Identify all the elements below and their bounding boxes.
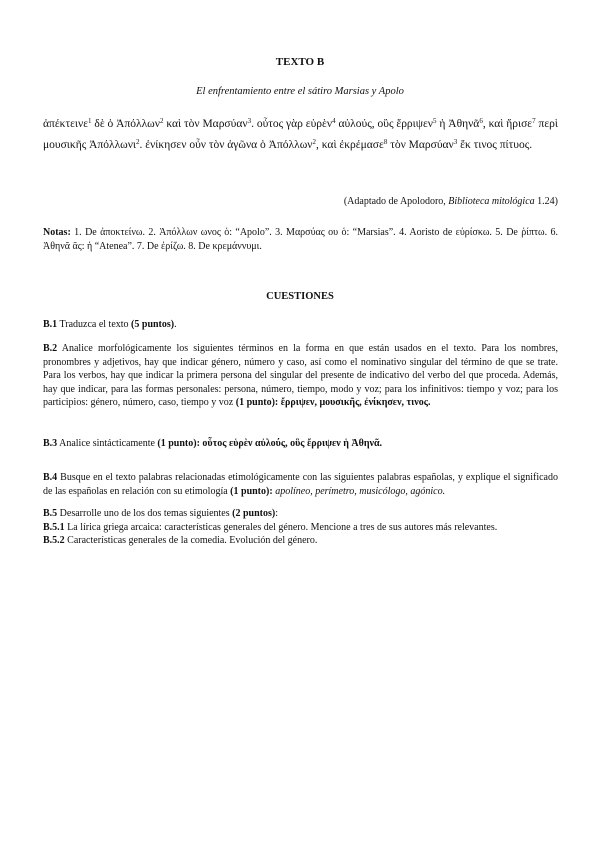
question-number: B.3 xyxy=(43,438,58,449)
notes-text: 1. De ἀποκτείνω. 2. Ἀπόλλων ωνος ὁ: “Apolo”. 3. Μαρσύας ου ὁ: “Marsias”. 4. Aoristo de εὑρίσκω. 5. De ῥίπτω. 6. Ἀθηνᾶ ᾶς: ἡ “Atenea”. 7. De ἐρίζω. 8. De κρεμάννυμι. xyxy=(43,227,558,252)
source-suffix: 1.24) xyxy=(534,196,558,207)
question-words: apolíneo, perímetro, musicólogo, agónico. xyxy=(275,485,446,497)
question-points: (1 punto) xyxy=(157,438,197,449)
note-ref: 3 xyxy=(453,138,458,146)
greek-passage xyxy=(43,114,558,156)
notes-block xyxy=(43,226,558,254)
source-citation xyxy=(43,196,558,207)
question-text: Analice sintácticamente xyxy=(57,438,158,449)
notes-label: Notas: xyxy=(43,227,71,238)
source-prefix: (Adaptado de Apolodoro, xyxy=(343,196,449,207)
greek-segment: ἔκ τινος πίτυος. xyxy=(457,139,533,151)
question-text: La lírica griega arcaica: características generales del género. Mencione a tres de sus autores más relevantes. xyxy=(64,521,498,533)
note-ref: 8 xyxy=(383,138,388,146)
question-b5-2 xyxy=(43,534,558,548)
question-number: B.4 xyxy=(43,472,58,483)
question-end: . xyxy=(174,319,177,330)
note-ref: 6 xyxy=(479,117,483,125)
question-text: Características generales de la comedia. Evolución del género. xyxy=(64,535,318,546)
question-points: (1 punto) xyxy=(230,485,270,497)
note-ref: 4 xyxy=(332,117,336,125)
question-text: Desarrolle uno de los dos temas siguientes xyxy=(57,508,233,519)
note-ref: 5 xyxy=(433,117,437,125)
question-number: B.1 xyxy=(43,319,58,330)
question-terms: : ἔρριψεν, μουσικῆς, ἐνίκησεν, τινος. xyxy=(274,397,431,408)
question-terms: : οὗτος εὑρὲν αὐλούς, οὓς ἔρριψεν ἡ Ἀθηνᾶ. xyxy=(196,438,383,449)
greek-segment: . ἐνίκησεν οὖν τὸν ἀγῶνα ὁ Ἀπόλλων xyxy=(139,139,313,151)
greek-segment: , καὶ ἐκρέμασε xyxy=(315,139,384,151)
question-points: (5 puntos) xyxy=(131,319,175,330)
question-b2 xyxy=(43,342,558,410)
source-book: Biblioteca mitológica xyxy=(448,196,535,207)
question-b4 xyxy=(43,471,558,498)
greek-segment: δὲ ὁ Ἀπόλλων xyxy=(91,118,160,130)
greek-segment: , καὶ ἤρισε xyxy=(482,118,533,130)
greek-segment: καὶ τὸν Μαρσύαν xyxy=(163,118,248,130)
question-colon: : xyxy=(269,485,276,497)
question-points: (2 puntos) xyxy=(232,508,276,519)
note-ref: 2 xyxy=(136,138,140,146)
cuestiones-title: CUESTIONES xyxy=(266,291,334,302)
greek-segment: ἡ Ἀθηνᾶ xyxy=(436,118,480,130)
question-text: Traduzca el texto xyxy=(57,319,132,330)
question-b3 xyxy=(43,437,558,451)
note-ref: 7 xyxy=(532,117,536,125)
greek-segment: περὶ μουσικῆς Ἀπόλλωνι xyxy=(43,118,558,151)
note-ref: 2 xyxy=(159,117,164,125)
question-text: Analice morfológicamente los siguientes términos en la forma en que están usados en el texto. Para los nombres, pronombres y adjetivos, hay que indicar género, número y caso, así como el nominativo singular del término de que se trate. Para los verbos, hay que indicar la primera persona del singular del presente de indicativo del verbo del que proceda. Además, hay que indicar, para las formas personales: persona, número, tiempo, modo y voz; para los infinitivos: tiempo y voz; para los participios: género, número, caso, tiempo y voz xyxy=(43,343,558,408)
text-title: TEXTO B xyxy=(275,56,325,68)
question-number: B.5 xyxy=(43,508,58,519)
question-number: B.5.2 xyxy=(43,535,65,546)
question-number: B.2 xyxy=(43,343,58,354)
question-points: (1 punto) xyxy=(235,397,275,408)
question-b5-intro xyxy=(43,507,558,521)
question-number: B.5.1 xyxy=(43,521,65,533)
greek-segment: αὐλούς, οὓς ἔρριψεν xyxy=(335,118,433,130)
question-b1 xyxy=(43,318,558,332)
question-end: : xyxy=(275,508,278,519)
greek-segment: τὸν Μαρσύαν xyxy=(387,139,454,151)
note-ref: 1 xyxy=(88,117,92,125)
question-text: Busque en el texto palabras relacionadas etimológicamente con las siguientes palabras españolas, y explique el significado de las españolas en relación con su etimología xyxy=(43,472,558,497)
question-b5 xyxy=(43,507,558,548)
question-b5-1 xyxy=(43,521,558,535)
greek-segment: ἀπέκτεινε xyxy=(43,118,89,130)
greek-segment: . οὗτος γὰρ εὑρὲν xyxy=(251,118,333,130)
note-ref: 2 xyxy=(312,138,316,146)
text-subtitle: El enfrentamiento entre el sátiro Marsias y Apolo xyxy=(196,86,404,97)
note-ref: 3 xyxy=(247,117,252,125)
